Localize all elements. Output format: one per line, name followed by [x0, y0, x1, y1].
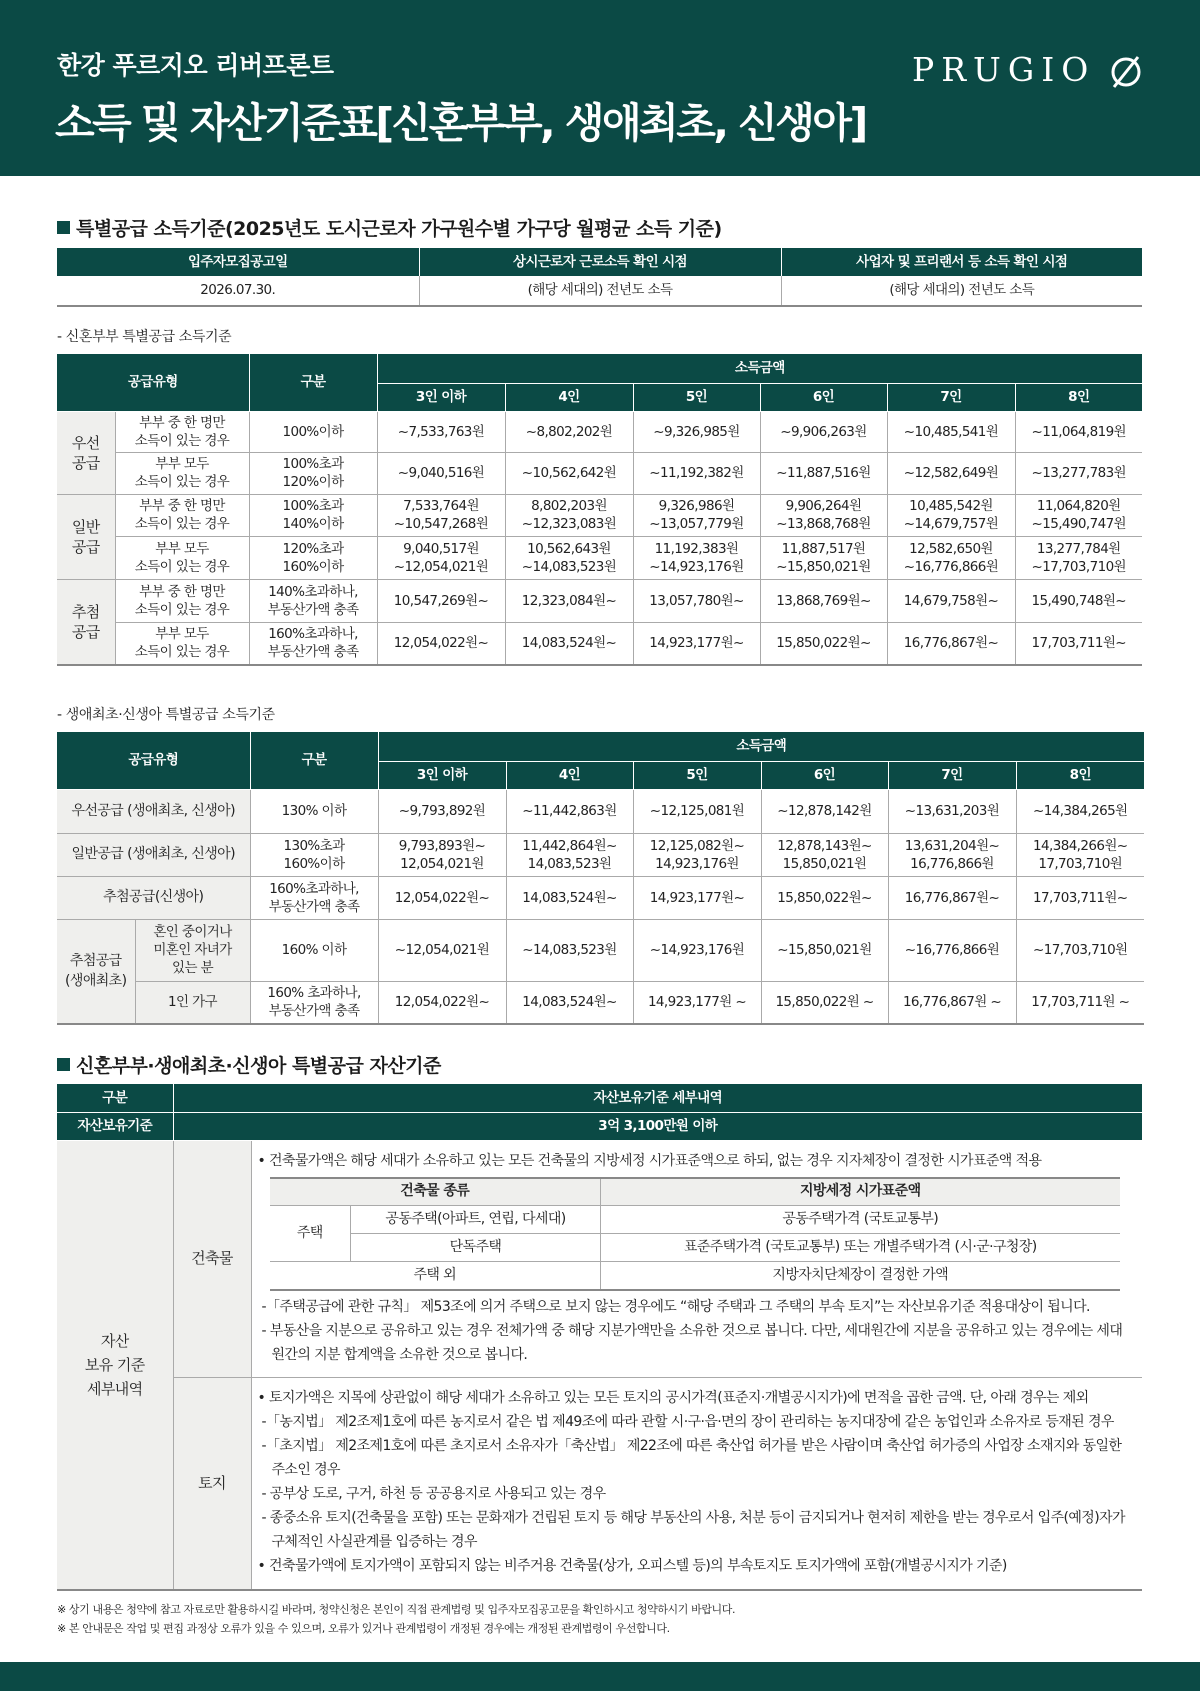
header-persons: 5인: [633, 761, 761, 789]
land-detail: [251, 1377, 1142, 1590]
header-division: 구분: [57, 1084, 173, 1112]
building-note: -「주택공급에 관한 규칙」 제53조에 의거 주택으로 보지 않는 경우에도 “해당 주택과 그 주택의 부속 토지”는 자산보유기준 적용대상이 됩니다.: [261, 1298, 1090, 1315]
table-cell: 2026.07.30.: [57, 276, 419, 306]
income-value: ~8,802,202원: [505, 411, 633, 452]
table-row: [57, 789, 1144, 833]
income-value: 17,703,711원 ~: [1016, 981, 1144, 1024]
income-value: 13,631,204원~ 16,776,866원: [888, 833, 1016, 876]
income-value: 14,083,524원~: [506, 981, 633, 1024]
header-persons: 4인: [506, 761, 633, 789]
supply-group-label: 우선 공급: [57, 411, 115, 494]
income-value: ~17,703,710원: [1016, 919, 1144, 981]
row-division: 160% 초과하나, 부동산가액 충족: [250, 981, 378, 1024]
page-header: [0, 0, 1200, 176]
land-exception: - 종중소유 토지(건축물을 포함) 또는 문화재가 건립된 토지 등 해당 부동산의 사용, 처분 등이 금지되거나 현저히 제한을 받는 경우로서 입주(예정)자가 구체적인 사실관계를 입증하는 경우: [261, 1509, 1125, 1550]
income-value: 14,923,177원~: [633, 876, 761, 919]
income-value: 10,485,542원 ~14,679,757원: [887, 494, 1015, 536]
header-persons: 6인: [760, 383, 887, 411]
income-value: ~14,384,265원: [1016, 789, 1144, 833]
header-persons: 4인: [505, 383, 633, 411]
supply-type-label: 일반공급 (생애최초, 신생아): [57, 833, 250, 876]
income-value: ~12,054,021원: [378, 919, 506, 981]
income-value: 9,326,986원 ~13,057,779원: [633, 494, 760, 536]
income-value: 12,582,650원 ~16,776,866원: [887, 536, 1015, 579]
income-value: 11,064,820원 ~15,490,747원: [1015, 494, 1142, 536]
building-intro: • 건축물가액은 해당 세대가 소유하고 있는 모든 건축물의 지방세정 시가표준액으로 하되, 없는 경우 지자체장이 결정한 시가표준액 적용: [257, 1152, 1042, 1169]
header-persons: 7인: [887, 383, 1015, 411]
income-value: 14,083,524원~: [505, 622, 633, 665]
table-row: [57, 452, 1142, 494]
row-division: 100%이하: [249, 411, 377, 452]
header-persons: 6인: [761, 761, 888, 789]
footnote: ※ 본 안내문은 작업 및 편집 과정상 오류가 있을 수 있으며, 오류가 있거나 관계법령이 개정된 경우에는 개정된 관계법령이 우선합니다.: [57, 1622, 670, 1635]
header-persons: 3인 이하: [378, 761, 506, 789]
supply-group-label: 일반 공급: [57, 494, 115, 579]
table-cell: (해당 세대의) 전년도 소득: [889, 282, 1035, 299]
page-subtitle: 한강 푸르지오 리버프론트: [57, 51, 334, 80]
footnotes: [57, 1600, 735, 1638]
income-value: 9,793,893원~ 12,054,021원: [378, 833, 506, 876]
income-value: ~13,277,783원: [1015, 452, 1142, 494]
row-division: 160%초과하나, 부동산가액 충족: [249, 622, 377, 665]
table-row: [57, 981, 1144, 1024]
row-division: 100%초과 120%이하: [249, 452, 377, 494]
header-supply-type: 공급유형: [57, 354, 249, 411]
row-condition: 부부 중 한 명만 소득이 있는 경우: [115, 579, 249, 622]
table-cell: 공동주택가격 (국토교통부): [601, 1206, 1120, 1234]
income-value: 10,562,643원 ~14,083,523원: [505, 536, 633, 579]
income-value: ~11,064,819원: [1015, 411, 1142, 452]
asset-detail-label: 자산 보유 기준 세부내역: [57, 1140, 173, 1590]
table-row: [57, 494, 1142, 536]
table-row: [57, 276, 1142, 306]
income-value: ~12,878,142원: [761, 789, 888, 833]
table-header: [57, 354, 1142, 411]
income-value: 14,679,758원~: [887, 579, 1015, 622]
section-title-income: 특별공급 소득기준(2025년도 도시근로자 가구원수별 가구당 월평균 소득 기준): [57, 214, 722, 241]
income-value: 10,547,269원~: [377, 579, 505, 622]
income-value: ~13,631,203원: [888, 789, 1016, 833]
row-condition: 혼인 중이거나 미혼인 자녀가 있는 분: [135, 919, 250, 981]
table-body: [57, 789, 1144, 1024]
income-value: ~12,125,081원: [633, 789, 761, 833]
supply-type-label: 추첨공급(신생아): [57, 876, 250, 919]
row-condition: 부부 중 한 명만 소득이 있는 경우: [115, 494, 249, 536]
row-condition: 부부 모두 소득이 있는 경우: [115, 452, 249, 494]
income-value: 15,850,022원~: [760, 622, 887, 665]
row-division: 160% 이하: [250, 919, 378, 981]
header-cell: 상시근로자 근로소득 확인 시점: [419, 248, 781, 276]
newlywed-income-table: [57, 354, 1142, 666]
building-label: 건축물: [173, 1140, 251, 1377]
header-persons: 7인: [888, 761, 1016, 789]
header-income-amount: 소득금액: [377, 354, 1142, 383]
square-bullet-icon: [57, 1058, 70, 1071]
income-value: ~16,776,866원: [888, 919, 1016, 981]
income-value: 17,703,711원~: [1016, 876, 1144, 919]
table-cell: 단독주택: [351, 1234, 601, 1262]
income-value: 14,923,177원 ~: [633, 981, 761, 1024]
header-division: 구분: [250, 732, 378, 789]
newlywed-subtitle: - 신혼부부 특별공급 소득기준: [57, 329, 232, 345]
table-header: [57, 732, 1144, 789]
asset-standard-label: 자산보유기준: [57, 1112, 173, 1140]
table-cell: (해당 세대의) 전년도 소득: [419, 276, 781, 306]
row-condition: 부부 모두 소득이 있는 경우: [115, 622, 249, 665]
brand-logo: PRUGIO: [912, 50, 1096, 89]
square-bullet-icon: [57, 221, 70, 234]
section-title-assets: 신혼부부·생애최초·신생아 특별공급 자산기준: [57, 1051, 441, 1078]
table-cell: 표준주택가격 (국토교통부) 또는 개별주택가격 (시·군·구청장): [601, 1234, 1120, 1262]
header-standard-price: 지방세정 시가표준액: [601, 1178, 1120, 1206]
row-division: 130%초과 160%이하: [250, 833, 378, 876]
income-value: 7,533,764원 ~10,547,268원: [377, 494, 505, 536]
income-value: 15,850,022원~: [761, 876, 888, 919]
income-value: 12,878,143원~ 15,850,021원: [761, 833, 888, 876]
income-value: 9,040,517원 ~12,054,021원: [377, 536, 505, 579]
firsttime-subtitle: - 생애최초·신생아 특별공급 소득기준: [57, 707, 275, 723]
income-value: 12,054,022원~: [377, 622, 505, 665]
header-persons: 5인: [633, 383, 760, 411]
header-building-kind: 건축물 종류: [270, 1178, 601, 1206]
income-value: 8,802,203원 ~12,323,083원: [505, 494, 633, 536]
income-value: ~9,326,985원: [633, 411, 760, 452]
table-cell: 지방자치단체장이 결정한 가액: [601, 1262, 1120, 1290]
table-row: [57, 622, 1142, 665]
building-note: - 부동산을 지분으로 공유하고 있는 경우 전체가액 중 해당 지분가액만을 소유한 것으로 봅니다. 다만, 세대원간에 지분을 공유하고 있는 경우에는 세대원간의 지분 합계액을 소유한 것으로 봅니다.: [261, 1322, 1123, 1363]
table-row: [57, 876, 1144, 919]
income-value: 13,057,780원~: [633, 579, 760, 622]
table-row: [57, 833, 1144, 876]
income-value: 12,054,022원~: [378, 981, 506, 1024]
income-value: ~9,906,263원: [760, 411, 887, 452]
header-cell: 입주자모집공고일: [57, 248, 419, 276]
header-persons: 8인: [1016, 761, 1144, 789]
income-value: ~12,582,649원: [887, 452, 1015, 494]
income-value: 16,776,867원~: [888, 876, 1016, 919]
asset-standard-value: 3억 3,100만원 이하: [173, 1112, 1142, 1140]
row-division: 140%초과하나, 부동산가액 충족: [249, 579, 377, 622]
income-value: 11,192,383원 ~14,923,176원: [633, 536, 760, 579]
income-value: ~11,192,382원: [633, 452, 760, 494]
income-value: ~11,887,516원: [760, 452, 887, 494]
income-value: 12,323,084원~: [505, 579, 633, 622]
row-division: 100%초과 140%이하: [249, 494, 377, 536]
building-value-table: [270, 1177, 1120, 1291]
header-division: 구분: [249, 354, 377, 411]
slashed-circle-icon: [1108, 54, 1144, 90]
row-division: 120%초과 160%이하: [249, 536, 377, 579]
building-detail: [251, 1140, 1142, 1377]
page-title: 소득 및 자산기준표[신혼부부, 생애최초, 신생아]: [55, 99, 866, 147]
income-value: ~15,850,021원: [761, 919, 888, 981]
header-income-amount: 소득금액: [378, 732, 1144, 761]
land-exception: -「농지법」 제2조제1호에 따른 농지로서 같은 법 제49조에 따라 관할 시·구·읍·면의 장이 관리하는 농지대장에 같은 농업인과 소유자로 등재된 경우: [261, 1413, 1114, 1430]
income-value: ~10,562,642원: [505, 452, 633, 494]
income-value: 11,887,517원 ~15,850,021원: [760, 536, 887, 579]
footnote: ※ 상기 내용은 청약에 참고 자료로만 활용하시길 바라며, 청약신청은 본인이 직접 관계법령 및 입주자모집공고문을 확인하시고 청약하시기 바랍니다.: [57, 1603, 736, 1616]
table-row: [57, 919, 1144, 981]
row-division: 160%초과하나, 부동산가액 충족: [250, 876, 378, 919]
income-value: 16,776,867원 ~: [888, 981, 1016, 1024]
income-value: 12,054,022원~: [378, 876, 506, 919]
income-value: 15,490,748원~: [1015, 579, 1142, 622]
income-value: ~14,083,523원: [506, 919, 633, 981]
asset-standard-table: [57, 1084, 1142, 1591]
income-value: ~10,485,541원: [887, 411, 1015, 452]
header-cell: 사업자 및 프리랜서 등 소득 확인 시점: [781, 248, 1142, 276]
income-value: ~11,442,863원: [506, 789, 633, 833]
income-value: ~9,040,516원: [377, 452, 505, 494]
income-value: 17,703,711원~: [1015, 622, 1142, 665]
income-value: 12,125,082원~ 14,923,176원: [633, 833, 761, 876]
header-supply-type: 공급유형: [57, 732, 250, 789]
table-body: [57, 411, 1142, 665]
row-condition: 1인 가구: [135, 981, 250, 1024]
firsttime-income-table: [57, 732, 1144, 1025]
income-value: ~14,923,176원: [633, 919, 761, 981]
row-condition: 부부 중 한 명만 소득이 있는 경우: [115, 411, 249, 452]
row-condition: 부부 모두 소득이 있는 경우: [115, 536, 249, 579]
table-header-row: [57, 248, 1142, 276]
land-exception: -「초지법」 제2조제1호에 따른 초지로서 소유자가「축산법」 제22조에 따른 축산업 허가를 받은 사람이며 축산업 허가증의 사업장 소재지와 동일한 주소인 경우: [261, 1437, 1122, 1478]
table-row: [57, 536, 1142, 579]
header-persons: 8인: [1015, 383, 1142, 411]
land-outro: • 건축물가액에 토지가액이 포함되지 않는 비주거용 건축물(상가, 오피스텔 등)의 부속토지도 토지가액에 포함(개별공시지가 기준): [257, 1557, 1007, 1574]
income-value: 15,850,022원 ~: [761, 981, 888, 1024]
table-row: [57, 411, 1142, 452]
row-division: 130% 이하: [250, 789, 378, 833]
income-value: 13,868,769원~: [760, 579, 887, 622]
header-detail: 자산보유기준 세부내역: [173, 1084, 1142, 1112]
supply-type-label: 우선공급 (생애최초, 신생아): [57, 789, 250, 833]
header-persons: 3인 이하: [377, 383, 505, 411]
table-cell: 공동주택(아파트, 연립, 다세대): [351, 1206, 601, 1234]
income-value: 13,277,784원 ~17,703,710원: [1015, 536, 1142, 579]
income-value: ~7,533,763원: [377, 411, 505, 452]
income-value: ~9,793,892원: [378, 789, 506, 833]
house-label: 주택: [270, 1206, 351, 1262]
land-exception: - 공부상 도로, 구거, 하천 등 공공용지로 사용되고 있는 경우: [261, 1485, 606, 1502]
income-value: 9,906,264원 ~13,868,768원: [760, 494, 887, 536]
income-value: 11,442,864원~ 14,083,523원: [506, 833, 633, 876]
income-value: 14,923,177원~: [633, 622, 760, 665]
income-value: 14,083,524원~: [506, 876, 633, 919]
income-value: 16,776,867원~: [887, 622, 1015, 665]
income-value: 14,384,266원~ 17,703,710원: [1016, 833, 1144, 876]
table-cell: 주택 외: [270, 1262, 601, 1290]
land-label: 토지: [173, 1377, 251, 1590]
footer-bar: [0, 1662, 1200, 1691]
supply-group-label: 추첨 공급: [57, 579, 115, 665]
table-row: [57, 579, 1142, 622]
land-intro: • 토지가액은 지목에 상관없이 해당 세대가 소유하고 있는 모든 토지의 공시가격(표준지·개별공시지가)에 면적을 곱한 금액. 단, 아래 경우는 제외: [257, 1389, 1089, 1406]
announcement-dates-table: [57, 248, 1142, 307]
supply-group-label: 추첨공급 (생애최초): [57, 919, 135, 1024]
